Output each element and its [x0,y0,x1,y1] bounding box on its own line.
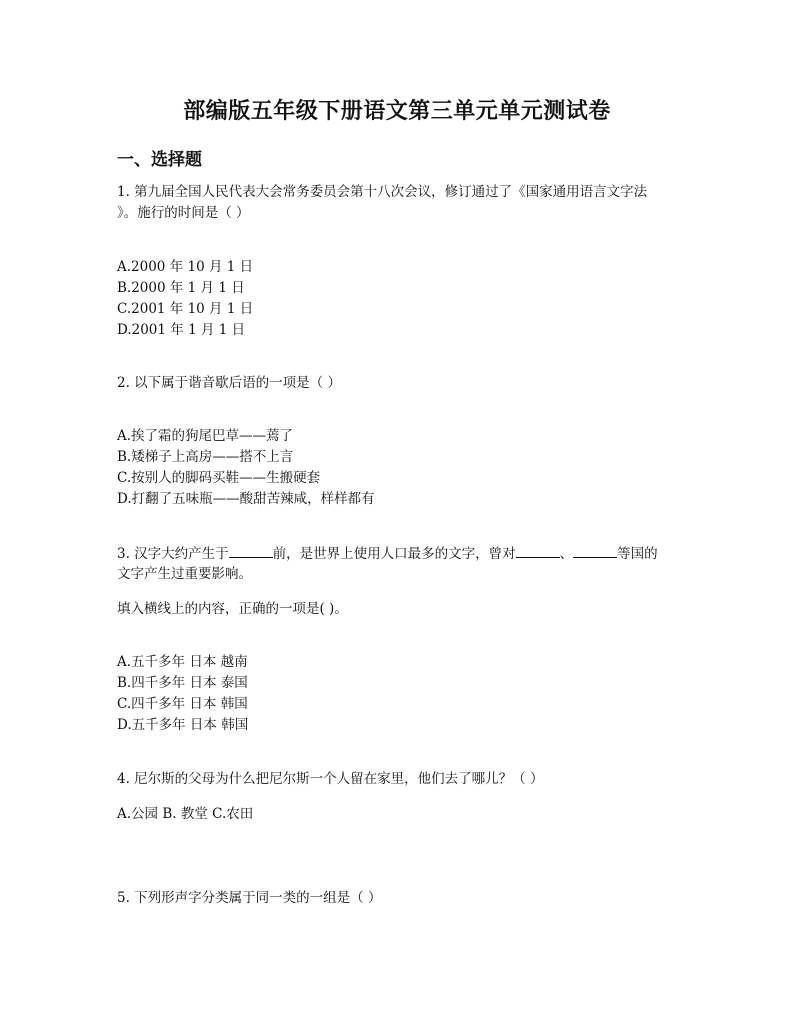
question-3-instruction: 填入横线上的内容，正确的一项是( )。 [117,601,348,617]
question-3-option-d: D.五千多年 日本 韩国 [117,717,249,733]
question-1-option-b: B.2000 年 1 月 1 日 [117,280,245,296]
question-3-blank-2 [516,543,560,558]
question-3-blank-1 [229,543,273,558]
question-4-text: 4. 尼尔斯的父母为什么把尼尔斯一个人留在家里，他们去了哪儿？（ ） [117,771,544,787]
question-3-option-b: B.四千多年 日本 泰国 [117,675,248,691]
question-3-text-part-3: 、 [559,546,574,562]
question-1-option-d: D.2001 年 1 月 1 日 [117,322,246,338]
question-3-blank-3 [573,543,617,558]
question-1-option-c: C.2001 年 10 月 1 日 [117,301,254,317]
question-3-text-part-4: 等国的 [617,546,658,562]
question-3-text-line-2: 文字产生过重要影响。 [117,566,252,582]
question-3-text-part-1: 3. 汉字大约产生于 [117,546,229,562]
question-2-text: 2. 以下属于谐音歇后语的一项是（ ） [117,375,341,391]
question-3-option-c: C.四千多年 日本 韩国 [117,696,248,712]
section-heading: 一、选择题 [117,150,202,170]
question-3-text-line-1 [117,543,658,564]
question-1-text-line-2: 》。施行的时间是（ ） [117,205,250,221]
question-1-option-a: A.2000 年 10 月 1 日 [117,259,254,275]
question-2-option-c: C.按别人的脚码买鞋——生搬硬套 [117,470,321,486]
question-4-options: A.公园 B. 教堂 C.农田 [117,806,254,822]
document-title: 部编版五年级下册语文第三单元单元测试卷 [183,98,611,124]
question-2-option-a: A.挨了霜的狗尾巴草——蔫了 [117,428,294,444]
question-3-text-part-2: 前，是世界上使用人口最多的文字，曾对 [272,546,516,562]
question-2-option-b: B.矮梯子上高房——搭不上言 [117,449,294,465]
question-5-text: 5. 下列形声字分类属于同一类的一组是（ ） [117,890,382,906]
question-2-option-d: D.打翻了五味瓶——酸甜苦辣咸，样样都有 [117,491,375,507]
question-3-option-a: A.五千多年 日本 越南 [117,654,248,670]
question-1-text-line-1: 1. 第九届全国人民代表大会常务委员会第十八次会议，修订通过了《国家通用语言文字法 [117,184,648,200]
